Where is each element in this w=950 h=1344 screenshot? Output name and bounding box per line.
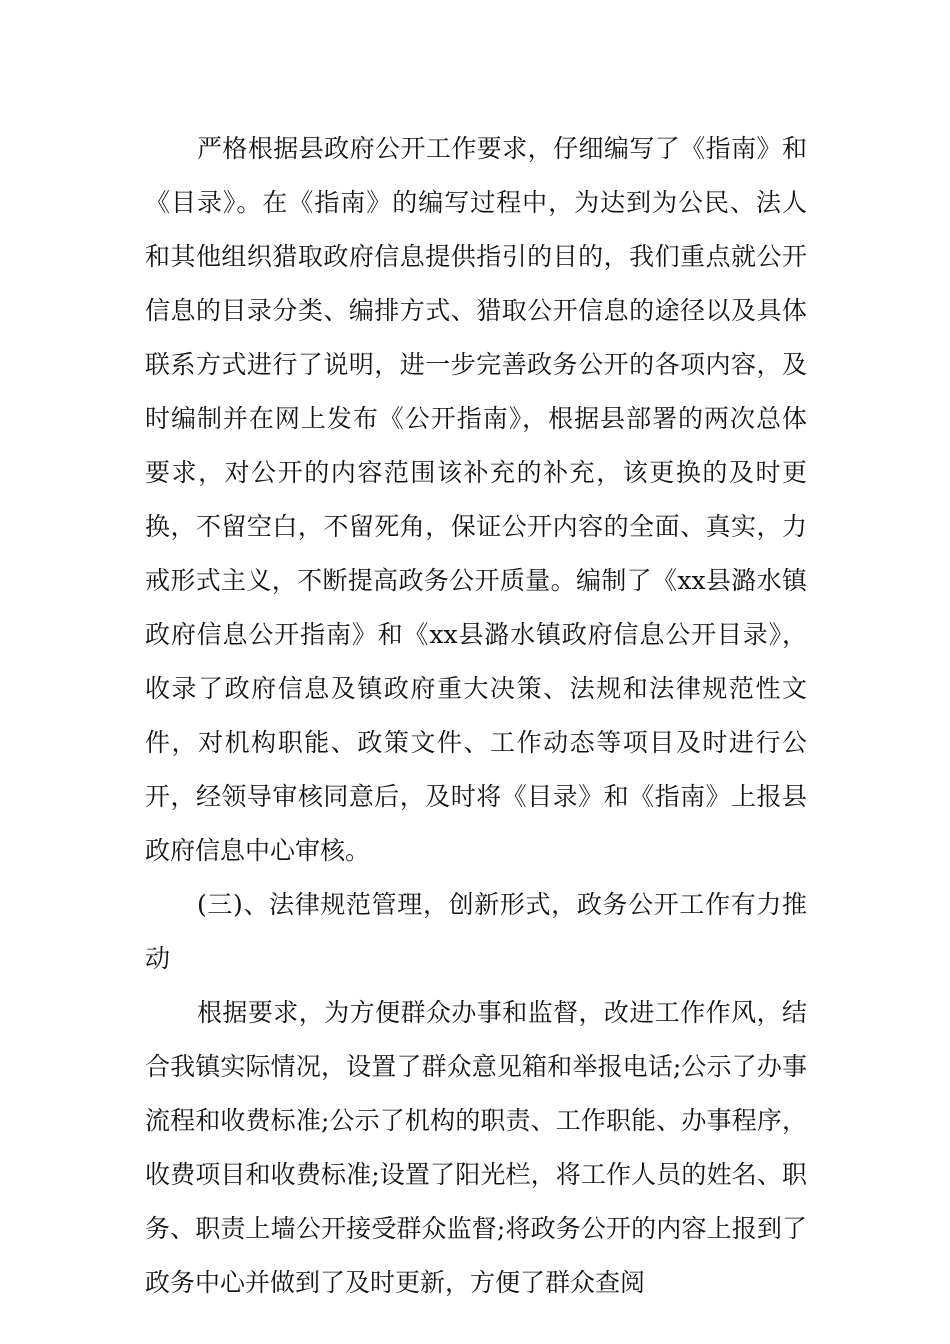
text-line: 根据要求，为方便群众办事和监督，改进工作作风， [197,998,782,1027]
text-line: 更换的及时更换，不留空白，不留死角，保证公开内容的 [145,458,807,541]
text-line: 法人和其他组织猎取政府信息提供指引的目的，我们重点 [145,188,807,271]
text-line: 以及具体联系方式进行了说明，进一步完善政务公开的各 [145,296,807,379]
paragraph-public-supervision [145,986,807,1310]
paragraph-guide-compilation [145,122,807,878]
text-line: 严格根据县政府公开工作要求，仔细编写了《指南》 [197,134,782,163]
text-line: 全面、真实，力戒形式主义，不断提高政务公开质量。编 [145,512,807,595]
text-line: 容上报到了政务中心并做到了及时更新，方便了群众查阅 [145,1214,807,1297]
text-line: 项内容，及时编制并在网上发布《公开指南》，根据县部 [145,350,807,433]
text-line: 和《目录》。在《指南》的编写过程中，为达到为公民、 [145,134,807,217]
text-line: (三)、法律规范管理，创新形式，政务公开工作有力 [197,890,782,919]
text-line: 推动 [145,890,807,973]
text-line: 就公开信息的目录分类、编排方式、猎取公开信息的途径 [145,242,807,325]
text-line: 制了《xx县潞水镇政府信息公开指南》和《xx县潞水镇政 [145,566,807,649]
text-line: 录》和《指南》上报县政府信息中心审核。 [145,782,807,865]
text-line: 态等项目及时进行公开，经领导审核同意后，及时将《目 [145,728,807,811]
body-text [145,122,807,1310]
text-line: 办事流程和收费标准;公示了机构的职责、工作职能、办事 [145,1052,807,1135]
text-line: 姓名、职务、职责上墙公开接受群众监督;将政务公开的内 [145,1160,807,1243]
text-line: 程序，收费项目和收费标准;设置了阳光栏，将工作人员的 [145,1106,807,1189]
text-line: 结合我镇实际情况，设置了群众意见箱和举报电话;公示了 [145,998,807,1081]
text-line: 府信息公开目录》，收录了政府信息及镇政府重大决策、 [145,620,807,703]
section-heading-three [145,878,807,986]
text-line: 法规和法律规范性文件，对机构职能、政策文件、工作动 [145,674,807,757]
text-line: 署的两次总体要求，对公开的内容范围该补充的补充，该 [145,404,807,487]
